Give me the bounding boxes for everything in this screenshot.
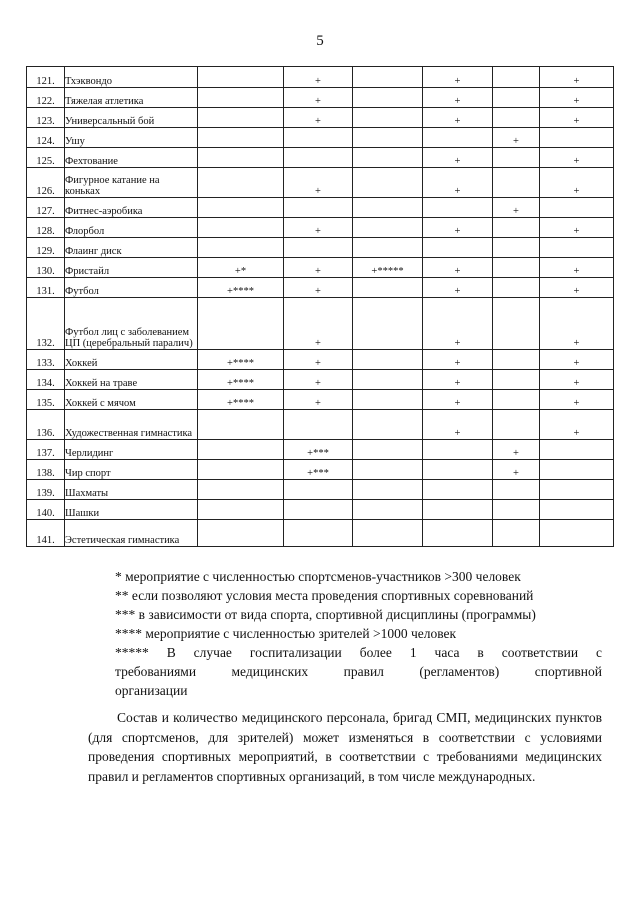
- mark-cell-c6: [540, 128, 614, 148]
- row-number: 121.: [27, 67, 65, 88]
- mark-cell-c6: +: [540, 67, 614, 88]
- footnote-5-line-2: требованиями медицинских правил (регламентов) спортивной: [115, 664, 602, 679]
- table-row: [27, 460, 614, 480]
- sport-name: Фитнес-аэробика: [65, 198, 198, 218]
- mark-cell-c3: [353, 370, 423, 390]
- row-number: 125.: [27, 148, 65, 168]
- mark-cell-c4: +: [423, 88, 493, 108]
- mark-cell-c6: +: [540, 350, 614, 370]
- mark-cell-c1: [198, 67, 284, 88]
- footnote-4: **** мероприятие с численностью зрителей >1000 человек: [115, 626, 457, 641]
- mark-cell-c6: [540, 480, 614, 500]
- mark-cell-c6: [540, 500, 614, 520]
- mark-cell-c4: +: [423, 218, 493, 238]
- mark-cell-c6: +: [540, 258, 614, 278]
- mark-cell-c5: [493, 88, 540, 108]
- mark-cell-c4: [423, 238, 493, 258]
- footnote-1: * мероприятие с численностью спортсменов-участников >300 человек: [115, 569, 521, 584]
- footnote-3: *** в зависимости от вида спорта, спортивной дисциплины (программы): [115, 607, 536, 622]
- mark-cell-c4: +: [423, 108, 493, 128]
- mark-cell-c6: [540, 440, 614, 460]
- mark-cell-c5: [493, 168, 540, 198]
- row-number: 128.: [27, 218, 65, 238]
- table-row: [27, 148, 614, 168]
- mark-cell-c5: [493, 480, 540, 500]
- mark-cell-c5: +: [493, 128, 540, 148]
- mark-cell-c3: [353, 298, 423, 350]
- mark-cell-c6: [540, 238, 614, 258]
- sport-name: Футбол лиц с заболеванием ЦП (церебральный паралич): [65, 298, 198, 350]
- sport-name: Чир спорт: [65, 460, 198, 480]
- mark-cell-c3: +*****: [353, 258, 423, 278]
- row-number: 134.: [27, 370, 65, 390]
- footnote-5-line-1: ***** В случае госпитализации более 1 часа в соответствии с: [115, 645, 602, 660]
- mark-cell-c3: [353, 168, 423, 198]
- mark-cell-c1: [198, 480, 284, 500]
- mark-cell-c5: +: [493, 440, 540, 460]
- mark-cell-c3: [353, 128, 423, 148]
- footnote-5-line-3: организации: [115, 683, 188, 698]
- table-row: [27, 390, 614, 410]
- mark-cell-c4: +: [423, 258, 493, 278]
- sport-name: Хоккей на траве: [65, 370, 198, 390]
- mark-cell-c3: [353, 88, 423, 108]
- row-number: 136.: [27, 410, 65, 440]
- mark-cell-c5: +: [493, 198, 540, 218]
- mark-cell-c5: [493, 67, 540, 88]
- mark-cell-c1: +****: [198, 370, 284, 390]
- mark-cell-c6: +: [540, 278, 614, 298]
- table-row: [27, 128, 614, 148]
- mark-cell-c5: [493, 390, 540, 410]
- mark-cell-c1: +****: [198, 278, 284, 298]
- mark-cell-c1: [198, 88, 284, 108]
- mark-cell-c4: +: [423, 350, 493, 370]
- mark-cell-c6: [540, 520, 614, 547]
- mark-cell-c2: [284, 520, 353, 547]
- mark-cell-c6: +: [540, 390, 614, 410]
- table-row: [27, 480, 614, 500]
- table-row: [27, 350, 614, 370]
- sport-name: Шашки: [65, 500, 198, 520]
- mark-cell-c4: +: [423, 148, 493, 168]
- footnotes: [115, 567, 602, 700]
- mark-cell-c5: [493, 148, 540, 168]
- table-row: [27, 67, 614, 88]
- table-row: [27, 370, 614, 390]
- mark-cell-c5: [493, 370, 540, 390]
- mark-cell-c1: [198, 500, 284, 520]
- sports-table: [26, 66, 614, 547]
- table-row: [27, 298, 614, 350]
- table-row: [27, 88, 614, 108]
- sport-name: Фигурное катание на коньках: [65, 168, 198, 198]
- body-paragraph: Состав и количество медицинского персонала, бригад СМП, медицинских пунктов (для спортсменов, для зрителей) может изменяться в соответствии с условиями проведения спортивных мероприятий, в соответствии с требованиями медицинских правил и регламентов спортивных организаций, в том числе международных.: [88, 710, 602, 784]
- mark-cell-c3: [353, 198, 423, 218]
- sport-name: Футбол: [65, 278, 198, 298]
- mark-cell-c4: [423, 440, 493, 460]
- sport-name: Эстетическая гимнастика: [65, 520, 198, 547]
- table-row: [27, 278, 614, 298]
- row-number: 140.: [27, 500, 65, 520]
- mark-cell-c3: [353, 500, 423, 520]
- sport-name: Тяжелая атлетика: [65, 88, 198, 108]
- mark-cell-c3: [353, 480, 423, 500]
- mark-cell-c3: [353, 520, 423, 547]
- mark-cell-c4: +: [423, 168, 493, 198]
- mark-cell-c4: +: [423, 370, 493, 390]
- mark-cell-c2: +: [284, 278, 353, 298]
- mark-cell-c3: [353, 390, 423, 410]
- mark-cell-c1: +****: [198, 350, 284, 370]
- row-number: 123.: [27, 108, 65, 128]
- table-row: [27, 500, 614, 520]
- mark-cell-c6: +: [540, 148, 614, 168]
- mark-cell-c1: [198, 148, 284, 168]
- mark-cell-c4: [423, 480, 493, 500]
- mark-cell-c1: [198, 108, 284, 128]
- table-row: [27, 410, 614, 440]
- mark-cell-c3: [353, 350, 423, 370]
- mark-cell-c1: [198, 410, 284, 440]
- footnote-2: ** если позволяют условия места проведения спортивных соревнований: [115, 588, 534, 603]
- mark-cell-c2: [284, 148, 353, 168]
- sport-name: Флорбол: [65, 218, 198, 238]
- mark-cell-c5: [493, 350, 540, 370]
- table-body: [27, 67, 614, 547]
- table-row: [27, 218, 614, 238]
- row-number: 132.: [27, 298, 65, 350]
- mark-cell-c1: [198, 520, 284, 547]
- row-number: 133.: [27, 350, 65, 370]
- row-number: 139.: [27, 480, 65, 500]
- mark-cell-c4: +: [423, 278, 493, 298]
- mark-cell-c4: +: [423, 298, 493, 350]
- mark-cell-c4: +: [423, 410, 493, 440]
- sport-name: Фристайл: [65, 258, 198, 278]
- row-number: 137.: [27, 440, 65, 460]
- row-number: 130.: [27, 258, 65, 278]
- row-number: 135.: [27, 390, 65, 410]
- mark-cell-c3: [353, 440, 423, 460]
- mark-cell-c2: +: [284, 168, 353, 198]
- sport-name: Хоккей с мячом: [65, 390, 198, 410]
- mark-cell-c6: +: [540, 298, 614, 350]
- sport-name: Универсальный бой: [65, 108, 198, 128]
- mark-cell-c6: +: [540, 410, 614, 440]
- mark-cell-c4: [423, 460, 493, 480]
- mark-cell-c2: [284, 128, 353, 148]
- mark-cell-c2: +: [284, 88, 353, 108]
- table-row: [27, 108, 614, 128]
- mark-cell-c3: [353, 278, 423, 298]
- mark-cell-c2: +: [284, 67, 353, 88]
- mark-cell-c5: [493, 278, 540, 298]
- row-number: 127.: [27, 198, 65, 218]
- sport-name: Ушу: [65, 128, 198, 148]
- mark-cell-c5: [493, 500, 540, 520]
- sport-name: Фехтование: [65, 148, 198, 168]
- mark-cell-c6: +: [540, 218, 614, 238]
- mark-cell-c6: [540, 460, 614, 480]
- mark-cell-c2: +: [284, 218, 353, 238]
- mark-cell-c3: [353, 410, 423, 440]
- sport-name: Шахматы: [65, 480, 198, 500]
- mark-cell-c1: [198, 460, 284, 480]
- mark-cell-c2: [284, 500, 353, 520]
- mark-cell-c2: [284, 480, 353, 500]
- mark-cell-c6: +: [540, 108, 614, 128]
- mark-cell-c5: [493, 410, 540, 440]
- mark-cell-c2: +: [284, 108, 353, 128]
- footnote-5: [115, 643, 602, 700]
- mark-cell-c1: [198, 238, 284, 258]
- mark-cell-c4: [423, 500, 493, 520]
- sport-name: Черлидинг: [65, 440, 198, 460]
- mark-cell-c1: [198, 440, 284, 460]
- mark-cell-c4: +: [423, 67, 493, 88]
- mark-cell-c1: [198, 168, 284, 198]
- table-row: [27, 258, 614, 278]
- mark-cell-c3: [353, 238, 423, 258]
- mark-cell-c1: [198, 298, 284, 350]
- mark-cell-c6: +: [540, 168, 614, 198]
- mark-cell-c1: +*: [198, 258, 284, 278]
- mark-cell-c5: +: [493, 460, 540, 480]
- mark-cell-c2: [284, 238, 353, 258]
- table-row: [27, 238, 614, 258]
- page-number: 5: [316, 33, 324, 49]
- mark-cell-c3: [353, 218, 423, 238]
- mark-cell-c5: [493, 298, 540, 350]
- table-row: [27, 198, 614, 218]
- mark-cell-c2: +: [284, 370, 353, 390]
- sport-name: Флаинг диск: [65, 238, 198, 258]
- mark-cell-c1: [198, 128, 284, 148]
- mark-cell-c6: +: [540, 370, 614, 390]
- row-number: 138.: [27, 460, 65, 480]
- sport-name: Тхэквондо: [65, 67, 198, 88]
- mark-cell-c1: [198, 218, 284, 238]
- mark-cell-c5: [493, 108, 540, 128]
- sport-name: Художественная гимнастика: [65, 410, 198, 440]
- mark-cell-c4: [423, 128, 493, 148]
- mark-cell-c4: [423, 520, 493, 547]
- mark-cell-c3: [353, 148, 423, 168]
- mark-cell-c2: [284, 198, 353, 218]
- mark-cell-c5: [493, 258, 540, 278]
- mark-cell-c5: [493, 218, 540, 238]
- table-row: [27, 168, 614, 198]
- mark-cell-c3: [353, 67, 423, 88]
- mark-cell-c2: +: [284, 258, 353, 278]
- mark-cell-c5: [493, 520, 540, 547]
- sport-name: Хоккей: [65, 350, 198, 370]
- mark-cell-c5: [493, 238, 540, 258]
- mark-cell-c1: [198, 198, 284, 218]
- table-row: [27, 520, 614, 547]
- mark-cell-c4: [423, 198, 493, 218]
- row-number: 122.: [27, 88, 65, 108]
- row-number: 126.: [27, 168, 65, 198]
- mark-cell-c2: [284, 410, 353, 440]
- mark-cell-c2: +: [284, 298, 353, 350]
- table-row: [27, 440, 614, 460]
- mark-cell-c3: [353, 108, 423, 128]
- row-number: 124.: [27, 128, 65, 148]
- mark-cell-c1: +****: [198, 390, 284, 410]
- row-number: 129.: [27, 238, 65, 258]
- mark-cell-c2: +***: [284, 460, 353, 480]
- mark-cell-c6: +: [540, 88, 614, 108]
- row-number: 131.: [27, 278, 65, 298]
- mark-cell-c2: +: [284, 350, 353, 370]
- mark-cell-c4: +: [423, 390, 493, 410]
- mark-cell-c2: +***: [284, 440, 353, 460]
- mark-cell-c3: [353, 460, 423, 480]
- mark-cell-c2: +: [284, 390, 353, 410]
- mark-cell-c6: [540, 198, 614, 218]
- row-number: 141.: [27, 520, 65, 547]
